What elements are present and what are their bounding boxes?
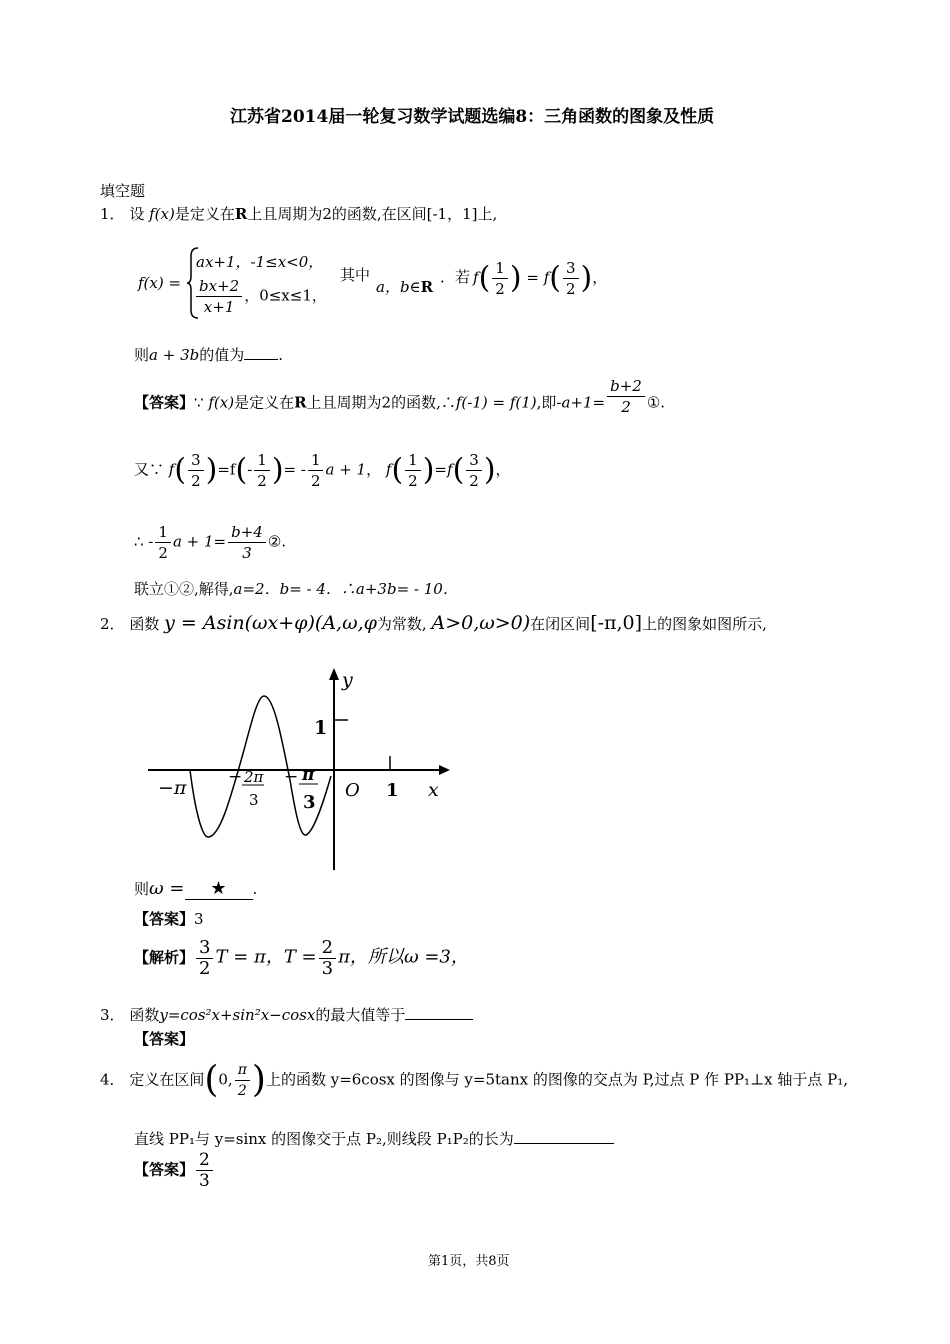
q2-j-b: π，所以 [338, 946, 404, 968]
graph-y-label: y [342, 669, 353, 691]
q2-j-num: 3 [196, 938, 213, 959]
graph-neg-sign-2: − [284, 767, 299, 787]
q1-fx: f(x) [149, 205, 175, 223]
q2-jiexi-label: 【解析】 [134, 948, 195, 967]
q1-answer-line2: 又∵ f( $\frac{3}{2}$ )=f(- $\frac{1}{2}$ )= - $\frac{1}{2}$ a + 1， f( $\frac{1}{2}$ )=f( $\frac{3}{2}$ )， [134, 451, 511, 490]
q4-interval-zero: 0, [218, 1070, 233, 1089]
q1-ans3-den: 3 [242, 544, 252, 562]
q1-answer-line3 [134, 522, 286, 563]
q1-ans1-den: 2 [621, 398, 631, 416]
q2-stem-c: 在闭区间 [530, 615, 591, 633]
q2-answer [134, 908, 204, 929]
q1-ans3-b: a + 1= [172, 532, 227, 551]
q1-three-num: 3 [563, 258, 579, 279]
q4-blank [514, 1143, 614, 1144]
section-label: 填空题 [100, 182, 146, 200]
q1-ans2-c: = - [283, 460, 306, 479]
q2-stem-d: 上的图象如图所示, [642, 615, 767, 633]
q1-ans1-num: b+2 [607, 376, 645, 397]
q2-answer-value: 3 [194, 910, 204, 928]
q1-cond-f2: f [543, 268, 550, 287]
q4-answer [134, 1150, 215, 1191]
page-title: 江苏省2014届一轮复习数学试题选编8：三角函数的图象及性质 [230, 107, 715, 127]
q2-ask [134, 878, 257, 900]
q1-ans1-d: f(-1) = f(1) [455, 393, 537, 412]
q1-cond-f1: f [473, 268, 479, 287]
q1-ans2-sep: ， [366, 460, 382, 479]
q3-blank [405, 1019, 473, 1020]
q2-graph [140, 660, 460, 875]
q1-fx-eq: f(x) = [138, 274, 182, 292]
q1-ans3-a: ∴ - [134, 532, 154, 551]
q1-ans2-h2num: 1 [308, 450, 324, 471]
q1-piece1 [196, 251, 323, 272]
q1-ans1-f: -a+1= [556, 393, 606, 412]
q4-stem-b: 上的函数 y=6cosx 的图像与 y=5tanx 的图像的交点为 P,过点 P 作 PP₁⊥x 轴于点 P₁, [265, 1070, 849, 1089]
q1-ans2-3den2: 2 [469, 472, 479, 490]
q1-ans2-mid: =f [217, 460, 236, 479]
q4-interval-num: π [235, 1060, 250, 1081]
q1-ans1-R: R [294, 393, 307, 412]
q4-interval-den: 2 [237, 1083, 247, 1099]
q1-ans2-d: a + 1 [325, 460, 367, 479]
graph-pi-num: π [302, 765, 315, 785]
graph-neg-pi: −π [158, 777, 187, 799]
q3-number: 3． [100, 1006, 125, 1024]
q1-stem-b: 是定义在 [174, 205, 235, 223]
q1-ans3-hden: 2 [158, 544, 168, 562]
q1-half-den: 2 [495, 280, 505, 298]
q1-piece2-cond: ，0≤x≤1， [244, 286, 327, 305]
q1-ask-expr: a + 3b [149, 346, 200, 364]
q1-ans2-3den: 2 [191, 472, 201, 490]
q2-stem-b: 为常数, [376, 615, 427, 633]
q1-number: 1． [100, 205, 125, 223]
q4-ans-num: 2 [196, 1150, 213, 1171]
q2-answer-label: 【答案】 [134, 910, 195, 928]
q2-ask-a: 则 [134, 880, 150, 898]
q4-line2 [134, 1128, 614, 1149]
q1-half-num: 1 [492, 258, 508, 279]
q3-stem-b: 的最大值等于 [315, 1006, 406, 1024]
graph-x-label: x [428, 779, 439, 801]
q3-stem [100, 1004, 473, 1025]
q1-answer-label: 【答案】 [134, 393, 195, 412]
q1-stem-c: 上且周期为2的函数,在区间[-1，1]上, [247, 205, 498, 223]
graph-one-x: 1 [386, 780, 399, 801]
q2-j-den2: 3 [321, 958, 334, 979]
q1-ask: 则a + 3b的值为 . [134, 346, 284, 364]
y-axis-arrow-icon [329, 668, 339, 680]
q1-ans1-a: ∵ [194, 393, 204, 412]
q2-formula: y = Asin(ωx+φ)(A,ω,φ [164, 612, 377, 634]
q2-j-num2: 2 [319, 938, 336, 959]
q1-ans2-3num: 3 [188, 450, 204, 471]
q1-condition: f( $\frac{1}{2}$ ) = f( $\frac{3}{2}$ )， [473, 259, 608, 298]
q1-ans1-b: 是定义在 [234, 393, 295, 412]
star-icon: ★ [210, 878, 227, 899]
q3-stem-a: 函数 [129, 1006, 160, 1024]
q1-where: 其中 [340, 266, 371, 284]
q2-cond: A>0,ω>0) [431, 612, 531, 634]
q1-ans2-a: 又∵ [134, 460, 165, 479]
q1-ans1-e: ,即 [536, 393, 557, 412]
q1-ans1-g: ①. [646, 393, 666, 412]
graph-2pi-den: 3 [249, 791, 259, 809]
q1-piece2-den: x+1 [203, 298, 235, 316]
q1-ans1-fx: f(x) [208, 393, 235, 412]
q1-ans2-eq: = [434, 460, 447, 479]
graph-one-y: 1 [314, 717, 328, 739]
q1-ans2-f1: f [168, 460, 175, 479]
graph-origin: O [345, 780, 360, 801]
q1-answer-blank [244, 359, 278, 360]
graph-2pi-num: 2π [244, 768, 264, 786]
q1-piece2 [194, 276, 327, 317]
q2-blank [185, 878, 253, 900]
q1-ans2-f4: f [447, 460, 453, 479]
q1-stem-a: 设 [129, 205, 145, 223]
q1-ask-b: 的值为 [199, 346, 245, 364]
q2-j-a: T = π，T = [215, 946, 317, 968]
q1-piece2-frac [196, 276, 242, 317]
q2-j-den: 2 [199, 958, 211, 979]
q1-ans2-tail: ， [495, 460, 511, 479]
q1-ans2-3num2: 3 [466, 450, 482, 471]
q2-j-c: ω =3， [403, 946, 469, 968]
q1-ans2-neg: - [247, 460, 253, 479]
q4-answer-label: 【答案】 [134, 1160, 195, 1179]
q1-ans2-h2den: 2 [310, 472, 321, 490]
q1-ans2-h3den: 2 [408, 472, 418, 490]
q1-ab-text: a，b∈ [376, 278, 421, 296]
q4-stem: 4． 定义在区间(0, $\frac{\pi}{2}$ )上的函数 y=6cosx 的图像与 y=5tanx 的图像的交点为 P,过点 P 作 PP₁⊥x 轴于点 P₁, [100, 1059, 849, 1101]
q1-ans2-hden: 2 [257, 472, 267, 490]
q1-ans2-hnum: 1 [254, 450, 270, 471]
q2-jiexi [134, 938, 469, 979]
q1-ans4-b: a=2．b= - 4．∴a+3b= - 10． [233, 580, 458, 598]
q1-ans4: 联立①②,解得, [134, 580, 234, 598]
q2-number: 2． [100, 615, 125, 633]
q1-R: R [234, 205, 248, 223]
x-axis-arrow-icon [439, 765, 450, 775]
q1-ask-a: 则 [134, 346, 150, 364]
page-footer: 第1页，共8页 [428, 1254, 510, 1269]
q2-stem [100, 612, 767, 634]
q4-number: 4． [100, 1070, 125, 1089]
q1-R2: R [420, 278, 434, 296]
q1-answer-line1 [134, 377, 666, 417]
q1-tail: ， [592, 268, 608, 287]
q1-stem [100, 203, 497, 224]
q4-stem-a: 定义在区间 [129, 1070, 205, 1089]
q2-stem-a: 函数 [129, 615, 160, 633]
q1-ans3-hnum: 1 [155, 522, 171, 543]
q1-piece1-expr: ax+1，-1≤x<0， [196, 253, 324, 271]
q3-answer-label: 【答案】 [134, 1030, 195, 1048]
q1-ans3-num: b+4 [228, 522, 266, 543]
q1-ans2-f3: f [385, 460, 392, 479]
q2-ask-b: ω = [149, 878, 185, 899]
q1-answer-line4 [134, 578, 458, 599]
q4-line2-text: 直线 PP₁与 y=sinx 的图像交于点 P₂,则线段 P₁P₂的长为 [134, 1130, 514, 1148]
q1-three-den: 2 [565, 280, 576, 298]
q2-interval: [-π,0] [590, 612, 643, 634]
graph-pi-den: 3 [303, 792, 316, 813]
graph-neg-sign-1: − [228, 767, 243, 787]
q1-ans3-c: ②. [267, 532, 287, 551]
q1-ans1-c: 上且周期为2的函数,∴ [306, 393, 456, 412]
q2-ask-c: . [252, 880, 258, 898]
q4-ans-den: 3 [199, 1171, 210, 1191]
q1-ruo: ．若 [440, 268, 471, 286]
q1-piece2-num: bx+2 [196, 276, 242, 297]
q3-formula: y=cos²x+sin²x−cosx [159, 1006, 316, 1024]
q1-ans2-h3num: 1 [405, 450, 421, 471]
q1-ab [376, 276, 433, 297]
q1-eq: = [526, 268, 539, 287]
